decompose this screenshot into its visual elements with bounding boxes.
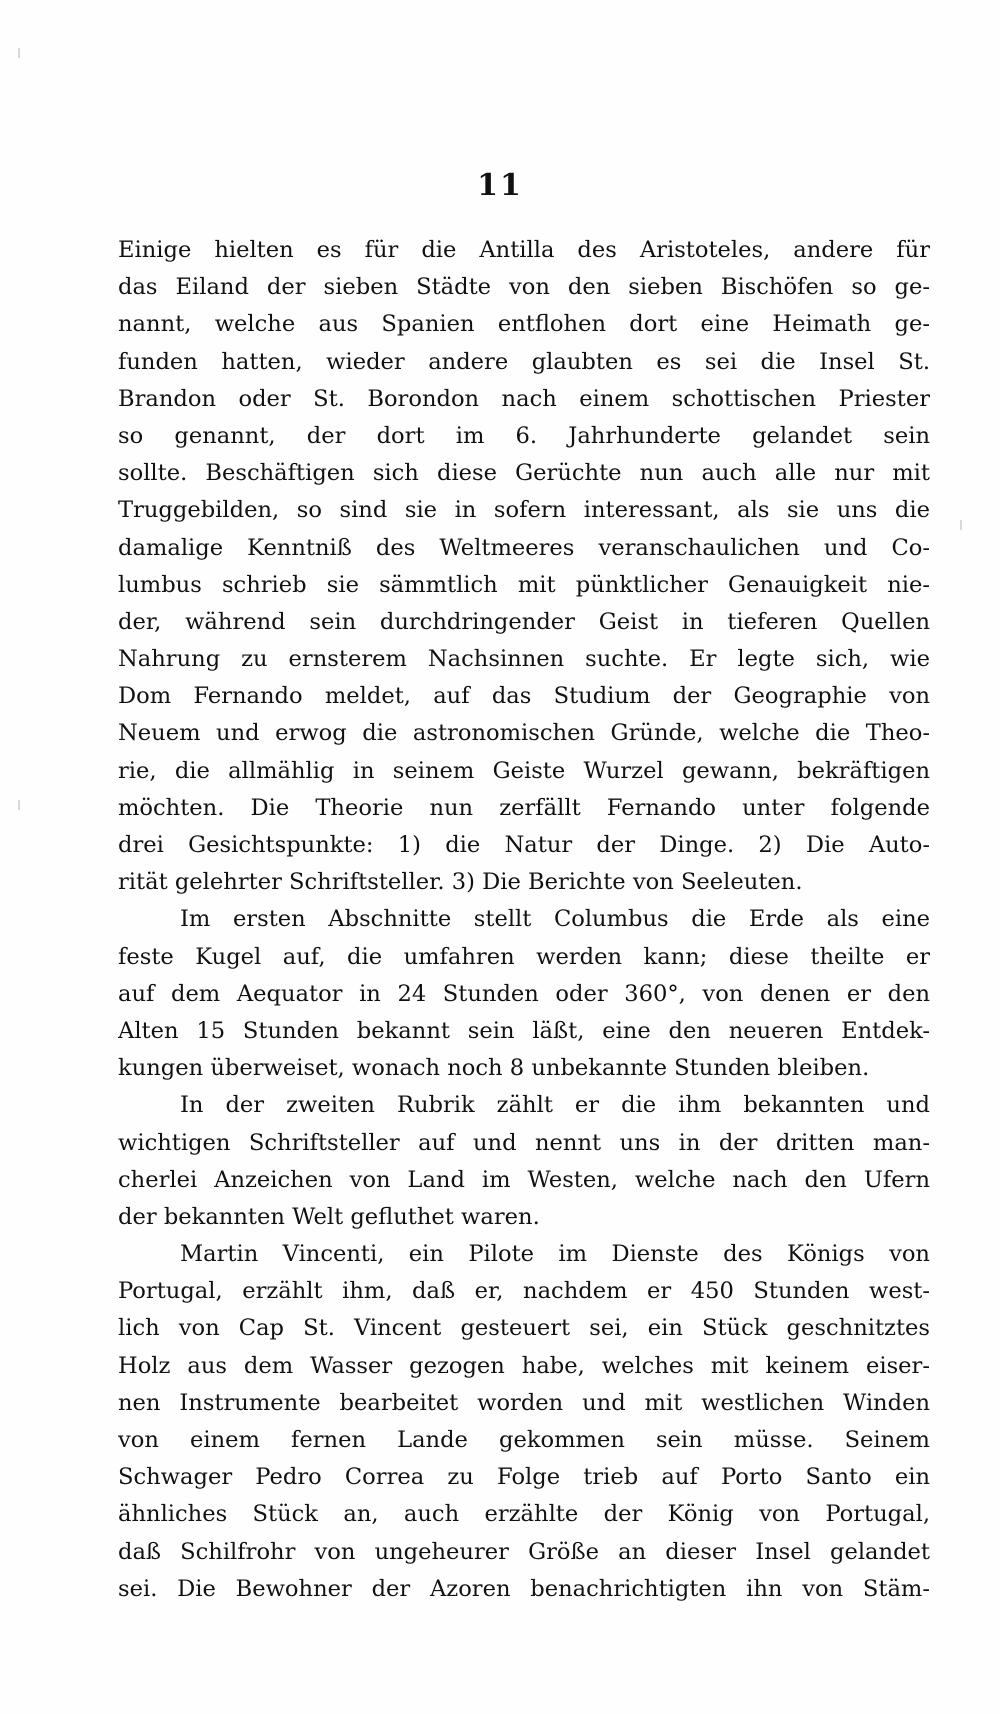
text-line: lumbus schrieb sie sämmtlich mit pünktlicher Genauigkeit nie- <box>118 571 930 598</box>
text-line: ähnliches Stück an, auch erzählte der König von Portugal, <box>118 1501 930 1528</box>
text-line: Brandon oder St. Borondon nach einem schottischen Priester <box>118 385 930 412</box>
text-line: Alten 15 Stunden bekannt sein läßt, eine den neueren Entdek- <box>118 1017 930 1044</box>
text-line: Nahrung zu ernsterem Nachsinnen suchte. Er legte sich, wie <box>118 646 930 673</box>
text-line: sollte. Beschäftigen sich diese Gerüchte nun auch alle nur mit <box>118 460 930 487</box>
text-line: nannt, welche aus Spanien entflohen dort eine Heimath ge- <box>118 311 930 338</box>
body-text <box>118 232 930 1608</box>
text-line: von einem fernen Lande gekommen sein müsse. Seinem <box>118 1427 930 1453</box>
page-number: 11 <box>477 168 523 203</box>
text-line: Im ersten Abschnitte stellt Columbus die Erde als eine <box>180 906 930 933</box>
scan-mark <box>960 520 962 530</box>
text-line: lich von Cap St. Vincent gesteuert sei, ein Stück geschnitztes <box>118 1315 930 1342</box>
text-line: möchten. Die Theorie nun zerfällt Fernando unter folgende <box>118 794 930 821</box>
text-line: funden hatten, wieder andere glaubten es sei die Insel St. <box>118 348 930 375</box>
text-line: der bekannten Welt gefluthet waren. <box>118 1203 540 1230</box>
text-line: Portugal, erzählt ihm, daß er, nachdem er 450 Stunden west- <box>118 1278 930 1305</box>
text-line: kungen überweiset, wonach noch 8 unbekannte Stunden bleiben. <box>118 1055 870 1082</box>
text-line: Martin Vincenti, ein Pilote im Dienste des Königs von <box>180 1241 930 1268</box>
text-line: nen Instrumente bearbeitet worden und mit westlichen Winden <box>118 1389 930 1416</box>
text-line: rität gelehrter Schriftsteller. 3) Die Berichte von Seeleuten. <box>118 869 803 896</box>
text-line: cherlei Anzeichen von Land im Westen, welche nach den Ufern <box>118 1166 930 1193</box>
text-line: drei Gesichtspunkte: 1) die Natur der Dinge. 2) Die Auto- <box>118 832 930 858</box>
text-line: das Eiland der sieben Städte von den sieben Bischöfen so ge- <box>118 274 930 301</box>
text-line: daß Schilfrohr von ungeheurer Größe an dieser Insel gelandet <box>118 1538 930 1565</box>
text-line: Holz aus dem Wasser gezogen habe, welches mit keinem eiser- <box>118 1352 930 1379</box>
text-line: sei. Die Bewohner der Azoren benachrichtigten ihn von Stäm- <box>118 1575 930 1602</box>
text-line: In der zweiten Rubrik zählt er die ihm bekannten und <box>180 1092 930 1119</box>
text-line: damalige Kenntniß des Weltmeeres veranschaulichen und Co- <box>118 534 930 561</box>
scan-mark <box>18 800 20 810</box>
text-line: Einige hielten es für die Antilla des Aristoteles, andere für <box>118 237 930 263</box>
text-line: Dom Fernando meldet, auf das Studium der Geographie von <box>118 683 930 710</box>
text-line: feste Kugel auf, die umfahren werden kann; diese theilte er <box>118 943 930 970</box>
text-line: der, während sein durchdringender Geist in tieferen Quellen <box>118 608 930 635</box>
text-line: auf dem Aequator in 24 Stunden oder 360°, von denen er den <box>118 980 930 1007</box>
text-line: Neuem und erwog die astronomischen Gründe, welche die Theo- <box>118 720 930 747</box>
text-line: Schwager Pedro Correa zu Folge trieb auf Porto Santo ein <box>118 1464 930 1491</box>
text-line: Truggebilden, so sind sie in sofern interessant, als sie uns die <box>118 497 930 524</box>
scan-mark <box>18 48 20 58</box>
text-line: so genannt, der dort im 6. Jahrhunderte gelandet sein <box>118 422 930 449</box>
text-line: wichtigen Schriftsteller auf und nennt uns in der dritten man- <box>118 1129 930 1156</box>
text-line: rie, die allmählig in seinem Geiste Wurzel gewann, bekräftigen <box>118 757 930 784</box>
